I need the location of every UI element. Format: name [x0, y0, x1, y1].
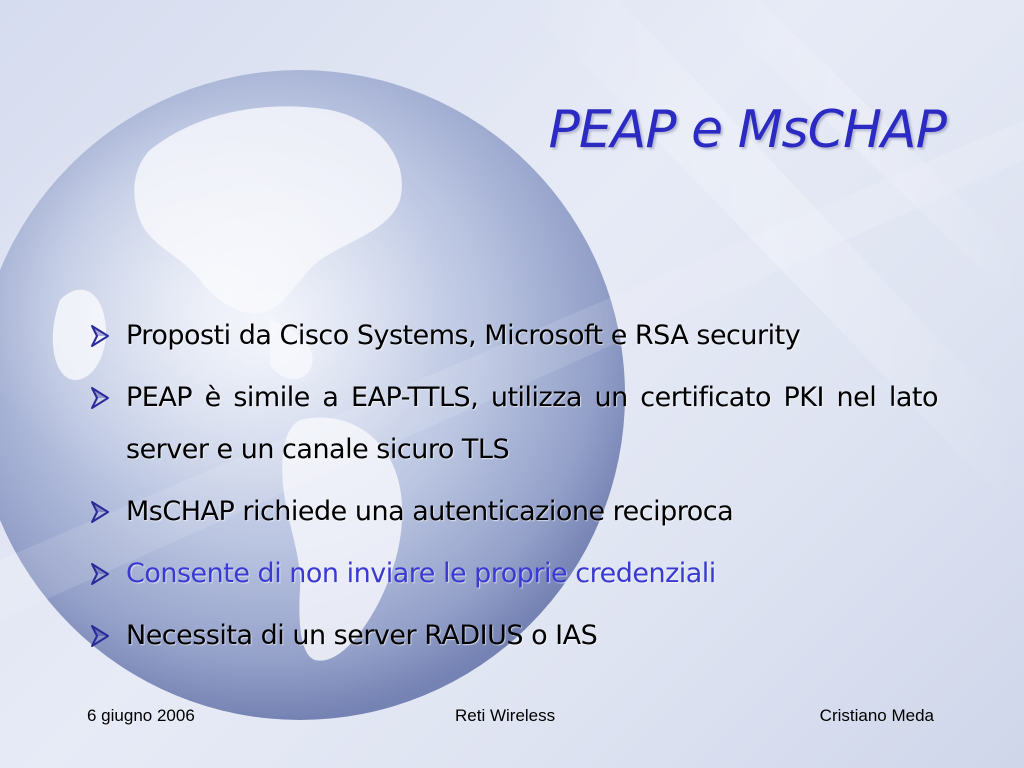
- slide-title: PEAP e MsCHAP: [548, 100, 946, 160]
- bullet-text: Consente di non inviare le proprie credenziali: [126, 558, 716, 589]
- bullet-item: [88, 372, 938, 476]
- arrowhead-bullet-icon: [88, 610, 118, 662]
- bullet-item-highlighted: [88, 548, 938, 600]
- footer-date: 6 giugno 2006: [87, 706, 195, 725]
- arrowhead-bullet-icon: [88, 310, 118, 362]
- bullet-item: [88, 310, 938, 362]
- footer-author: Cristiano Meda: [819, 706, 934, 725]
- bullet-list: [88, 310, 938, 672]
- arrowhead-bullet-icon: [88, 486, 118, 538]
- bullet-item: [88, 610, 938, 662]
- arrowhead-bullet-icon: [88, 548, 118, 600]
- bullet-text: MsCHAP richiede una autenticazione reciproca: [126, 496, 734, 527]
- arrowhead-bullet-icon: [88, 372, 118, 424]
- bullet-text: Proposti da Cisco Systems, Microsoft e RSA security: [126, 320, 801, 351]
- bullet-item: [88, 486, 938, 538]
- bullet-text: PEAP è simile a EAP-TTLS, utilizza un certificato PKI nel lato server e un canale sicuro TLS: [126, 382, 938, 465]
- footer-topic: Reti Wireless: [455, 706, 556, 725]
- bullet-text: Necessita di un server RADIUS o IAS: [126, 620, 598, 651]
